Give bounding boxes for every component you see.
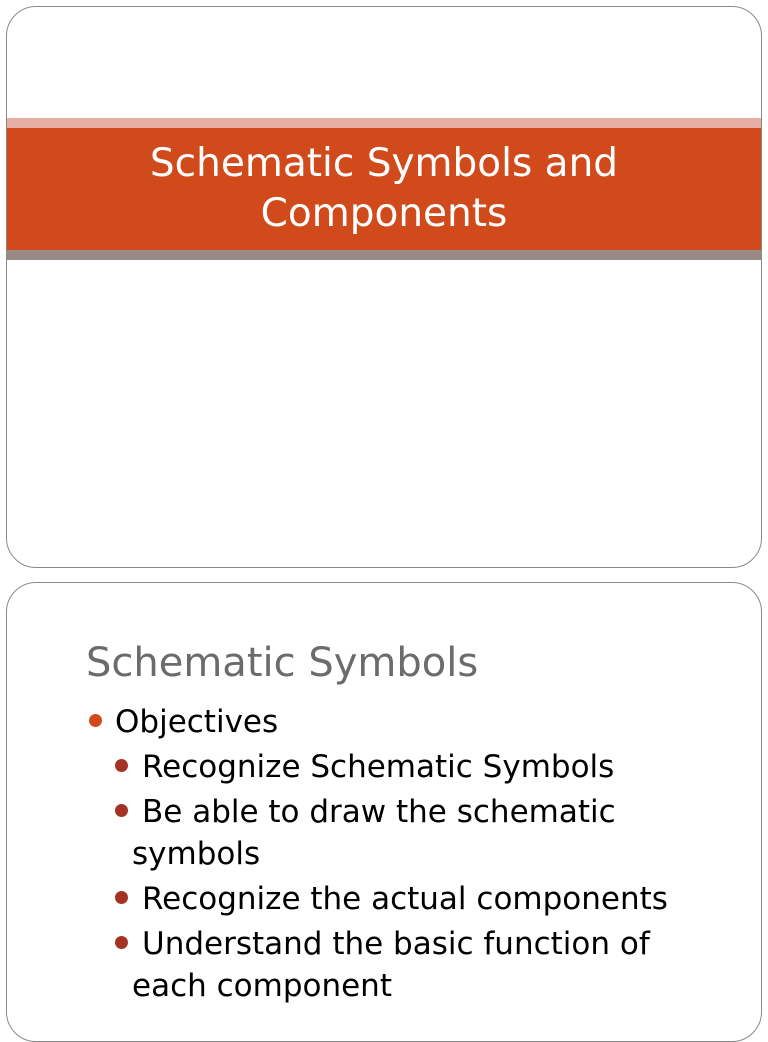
sub-bullet-dot-icon	[115, 936, 128, 949]
sub-bullet-text: Be able to draw the schematic	[142, 794, 616, 830]
bullet-objectives	[87, 701, 747, 743]
sub-bullet-dot-icon	[115, 759, 128, 772]
slide-title	[104, 139, 664, 239]
bullet-list	[87, 701, 747, 1007]
title-slide	[6, 6, 762, 568]
title-band-bottom-stripe	[7, 250, 761, 260]
sub-bullet-text: Recognize Schematic Symbols	[142, 749, 615, 785]
content-slide	[6, 582, 762, 1042]
sub-bullet-draw-symbols	[87, 791, 747, 875]
content-slide-title: Schematic Symbols	[86, 640, 479, 686]
sub-bullet-text-continued: each component	[132, 968, 392, 1004]
title-band-top-stripe	[7, 118, 761, 128]
sub-bullet-text-continued: symbols	[132, 836, 261, 872]
sub-bullet-recognize-symbols	[87, 746, 747, 788]
title-band	[7, 128, 761, 250]
sub-bullet-text: Recognize the actual components	[142, 881, 668, 917]
sub-bullet-text: Understand the basic function of	[142, 926, 650, 962]
sub-bullet-recognize-components	[87, 878, 747, 920]
bullet-dot-icon	[89, 714, 102, 727]
slide-title-line2: Components	[260, 191, 508, 236]
sub-bullet-dot-icon	[115, 891, 128, 904]
sub-bullet-dot-icon	[115, 804, 128, 817]
bullet-label: Objectives	[115, 704, 279, 740]
sub-bullet-understand-function	[87, 923, 747, 1007]
slide-title-line1: Schematic Symbols and	[149, 141, 619, 186]
